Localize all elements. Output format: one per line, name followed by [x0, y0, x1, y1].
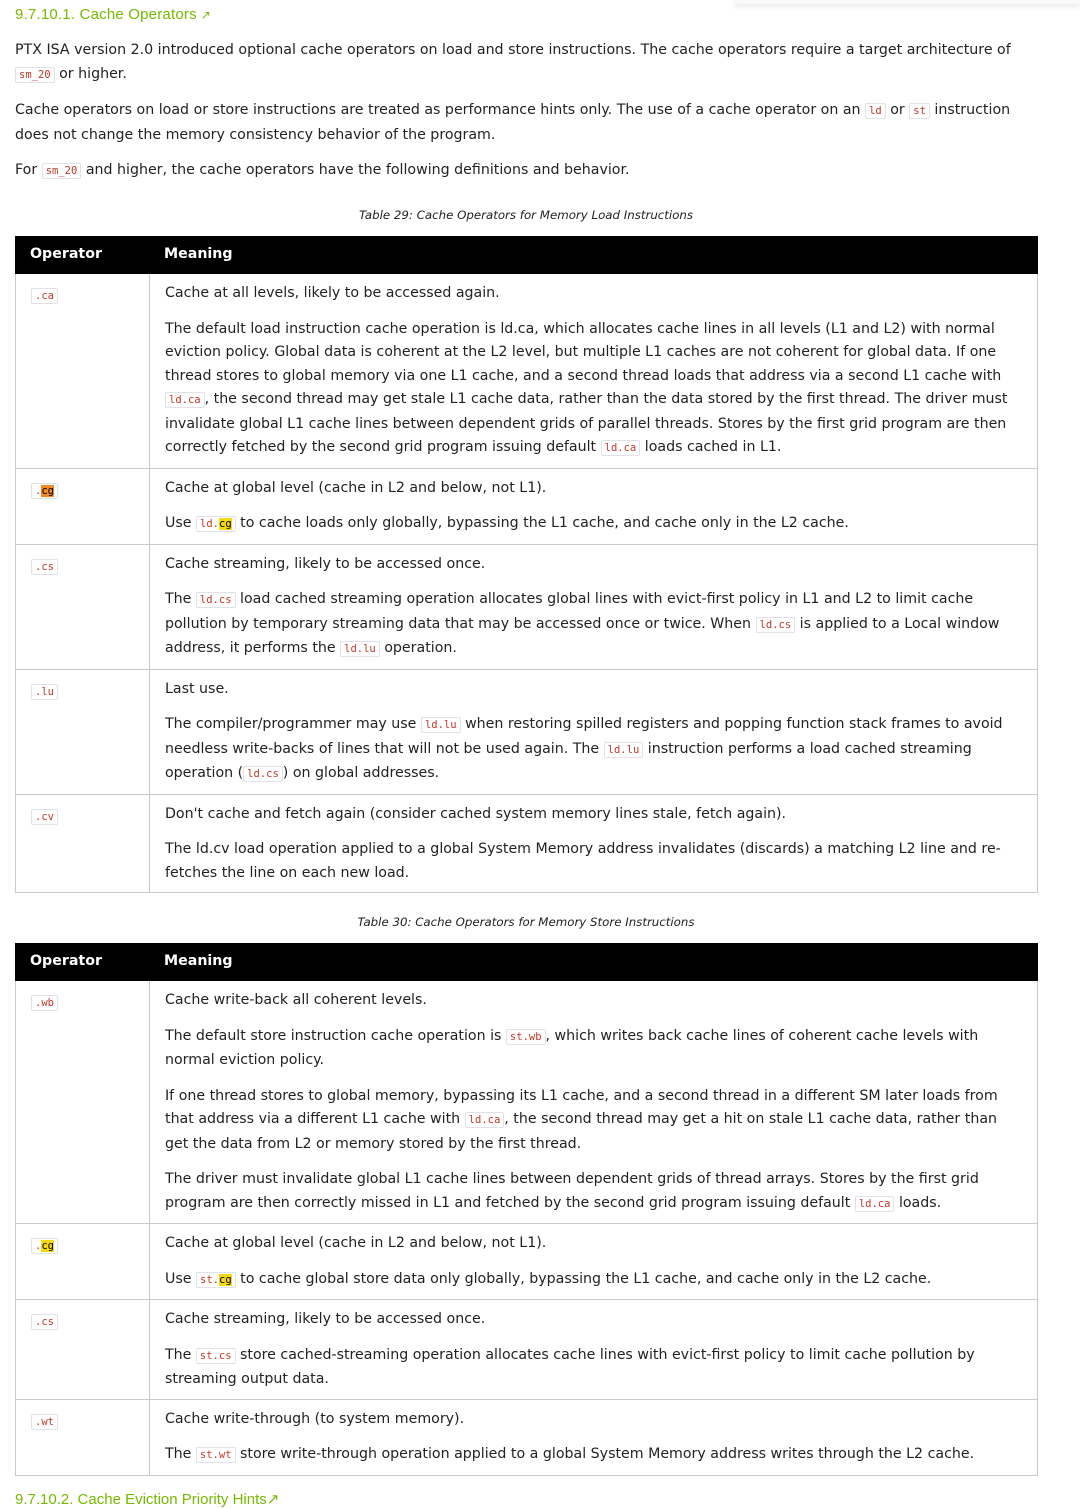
table1-caption: Table 29: Cache Operators for Memory Load Instructions	[358, 208, 694, 222]
meaning-summary: Cache streaming, likely to be accessed once.	[165, 555, 486, 572]
meaning-cell	[150, 1399, 1038, 1475]
meaning-detail	[165, 1025, 1023, 1073]
text: The compiler/programmer may use	[165, 716, 417, 732]
intro-paragraph-3	[15, 159, 1015, 184]
external-link-icon[interactable]: ↗	[200, 8, 212, 22]
inline-code: ld.cs	[243, 766, 283, 782]
text: loads.	[898, 1194, 942, 1211]
meaning-detail	[165, 512, 1023, 537]
meaning-summary: Cache write-back all coherent levels.	[165, 992, 427, 1008]
meaning-cell	[150, 669, 1038, 794]
intro-paragraph-1	[15, 39, 1015, 87]
section-heading[interactable]	[15, 6, 211, 23]
operator-cell	[16, 794, 150, 893]
inline-code	[196, 1272, 236, 1288]
table2-caption: Table 30: Cache Operators for Memory Store Instructions	[357, 915, 695, 929]
text: The driver must invalidate global L1 cache lines between dependent grids of thread arrays. Stores by the first grid program are then correctly missed in L1 and fetched by the second grid program issuing default	[165, 1171, 979, 1211]
text: is applied to a Local window address, it performs the	[165, 615, 1000, 656]
text: The	[165, 1346, 192, 1363]
operator-cell	[16, 1224, 150, 1300]
table-header-row	[16, 237, 1038, 274]
inline-code: st	[909, 103, 930, 119]
inline-code: ld.cs	[196, 592, 236, 608]
inline-code: ld.ca	[855, 1196, 895, 1212]
highlighted-code: cg	[219, 518, 232, 530]
operator-code: .cv	[31, 809, 58, 825]
intro-p1-text-a: PTX ISA version 2.0 introduced optional cache operators on load and store instructions. The cache operators require a target architecture of	[15, 42, 1011, 58]
inline-code: st.cs	[196, 1348, 236, 1364]
meaning-detail	[165, 1344, 1023, 1392]
operator-code: .ca	[31, 288, 58, 304]
text: The default store instruction cache operation is	[165, 1027, 502, 1044]
meaning-summary: Don't cache and fetch again (consider cached system memory lines stale, fetch again).	[165, 805, 787, 822]
meaning-detail	[165, 1168, 1023, 1216]
table-row	[16, 274, 1038, 469]
inline-code	[196, 516, 236, 532]
highlighted-code: cg	[41, 484, 54, 497]
table-row	[16, 794, 1038, 893]
operator-code: .cs	[31, 1314, 58, 1330]
text: store cached-streaming operation allocates cache lines with evict-first policy to limit cache pollution by streaming output data.	[165, 1346, 975, 1387]
operator-cell	[16, 274, 150, 469]
text: , the second thread may get a hit on stale L1 cache data, rather than get the data from L2 or memory stored by the first thread.	[165, 1111, 997, 1152]
meaning-detail	[165, 588, 1023, 662]
table-row	[16, 1300, 1038, 1400]
text: The	[165, 591, 192, 607]
intro-p1-text-b: or higher.	[59, 65, 127, 82]
inline-code: ld.ca	[601, 440, 641, 456]
highlighted-code: cg	[219, 1273, 232, 1286]
operator-cell	[16, 468, 150, 544]
meaning-summary: Cache at global level (cache in L2 and below, not L1).	[165, 1235, 547, 1251]
inline-code: sm_20	[42, 163, 82, 179]
highlighted-code: cg	[41, 1240, 54, 1252]
meaning-detail	[165, 1443, 1023, 1468]
text: store write-through operation applied to a global System Memory address writes through the L2 cache.	[240, 1446, 975, 1462]
text: If one thread stores to global memory, bypassing its L1 cache, and a second thread in a different SM later loads from that address via a different L1 cache with	[165, 1087, 998, 1127]
intro-paragraph-2	[15, 99, 1015, 147]
meaning-summary: Last use.	[165, 680, 229, 697]
intro-p3-text-b: and higher, the cache operators have the following definitions and behavior.	[85, 162, 630, 178]
operator-cell	[16, 544, 150, 669]
text: The	[165, 1446, 192, 1462]
top-shadow	[735, 0, 1080, 4]
operator-cell	[16, 1300, 150, 1400]
code-dot: .	[35, 484, 42, 497]
table-header-row	[16, 944, 1038, 981]
inline-code: ld.lu	[421, 717, 461, 733]
section-heading-text[interactable]: 9.7.10.1. Cache Operators	[15, 6, 197, 23]
operator-cell	[16, 669, 150, 794]
intro-p2-text-a: Cache operators on load or store instructions are treated as performance hints only. The use of a cache operator on an	[15, 102, 861, 118]
store-cache-operators-table	[15, 943, 1038, 1476]
operator-code: .wt	[31, 1414, 58, 1430]
operator-code: .lu	[31, 684, 58, 700]
meaning-cell	[150, 468, 1038, 544]
meaning-cell	[150, 981, 1038, 1224]
inline-code: ld.lu	[340, 641, 380, 657]
operator-code: .wb	[31, 995, 58, 1011]
meaning-cell	[150, 1224, 1038, 1300]
text: , the second thread may get stale L1 cache data, rather than the data stored by the first thread. The driver must invalidate global L1 cache lines between dependent grids of parallel threads. Stores by the first grid program are then correctly fetched by the second grid program issuing default	[165, 391, 1008, 455]
text: to cache loads only globally, bypassing the L1 cache, and cache only in the L2 cache.	[240, 515, 849, 531]
meaning-detail	[165, 1268, 1023, 1293]
meaning-detail	[165, 713, 1023, 787]
inline-code: st.wb	[506, 1029, 546, 1045]
inline-code: st.wt	[196, 1447, 236, 1463]
code-dot: .	[35, 1240, 42, 1252]
text: operation.	[384, 640, 457, 656]
text: The default load instruction cache operation is ld.ca, which allocates cache lines in all levels (L1 and L2) with normal eviction policy. Global data is coherent at the L2 level, but multiple L1 caches are not coherent for global data. If one thread stores to global memory via one L1 cache, and a second thread loads that address via a second L1 cache with	[165, 320, 1002, 384]
operator-code	[31, 1238, 58, 1254]
meaning-cell	[150, 794, 1038, 893]
text: Use	[165, 1270, 192, 1287]
column-header-operator: Operator	[16, 237, 150, 274]
inline-code: sm_20	[15, 67, 55, 83]
table-row	[16, 1224, 1038, 1300]
operator-cell	[16, 981, 150, 1224]
column-header-operator: Operator	[16, 944, 150, 981]
table-row	[16, 669, 1038, 794]
column-header-meaning: Meaning	[150, 237, 1038, 274]
meaning-cell	[150, 1300, 1038, 1400]
meaning-cell	[150, 544, 1038, 669]
operator-code	[31, 483, 58, 499]
table-row	[16, 981, 1038, 1224]
text: instruction performs a load cached streaming operation (	[165, 740, 972, 781]
load-cache-operators-table	[15, 236, 1038, 893]
inline-code: ld.ca	[465, 1112, 505, 1128]
text: to cache global store data only globally, bypassing the L1 cache, and cache only in the L2 cache.	[240, 1270, 932, 1287]
inline-code: ld.ca	[165, 392, 205, 408]
inline-code: ld.cs	[756, 617, 796, 633]
meaning-summary: Cache at global level (cache in L2 and below, not L1).	[165, 479, 547, 496]
intro-p3-text-a: For	[15, 162, 38, 178]
meaning-summary: Cache streaming, likely to be accessed once.	[165, 1311, 486, 1327]
meaning-detail	[165, 318, 1023, 461]
meaning-summary: Cache at all levels, likely to be accessed again.	[165, 285, 500, 301]
code-prefix: st.	[200, 1273, 219, 1286]
intro-p2-or: or	[890, 102, 905, 118]
table-row	[16, 1399, 1038, 1475]
text: ) on global addresses.	[282, 765, 440, 781]
table-row	[16, 544, 1038, 669]
next-section-heading-text[interactable]: 9.7.10.2. Cache Eviction Priority Hints	[15, 1491, 267, 1508]
inline-code: ld	[865, 103, 886, 119]
intro-p2-text-b: instruction does not change the memory consistency behavior of the program.	[15, 102, 1011, 143]
operator-cell	[16, 1399, 150, 1475]
external-link-icon[interactable]: ↗	[266, 1491, 280, 1508]
meaning-detail: The ld.cv load operation applied to a global System Memory address invalidates (discards) a matching L2 line and re-fetches the line on each new load.	[165, 841, 1001, 881]
text: Use	[165, 515, 192, 531]
meaning-detail	[165, 1085, 1023, 1157]
text: loads cached in L1.	[644, 439, 782, 455]
text: load cached streaming operation allocates global lines with evict-first policy in L1 and L2 to limit cache pollution by temporary streaming data that may be accessed once or twice. When	[165, 591, 974, 632]
meaning-cell	[150, 274, 1038, 469]
meaning-summary: Cache write-through (to system memory).	[165, 1410, 465, 1427]
operator-code: .cs	[31, 559, 58, 575]
inline-code: ld.lu	[604, 742, 644, 758]
code-prefix: ld.	[200, 518, 219, 530]
text: , which writes back cache lines of coherent cache levels with normal eviction policy.	[165, 1027, 979, 1068]
table-row	[16, 468, 1038, 544]
next-section-heading[interactable]	[15, 1490, 279, 1508]
column-header-meaning: Meaning	[150, 944, 1038, 981]
text: when restoring spilled registers and popping function stack frames to avoid needless write-backs of lines that will not be used again. The	[165, 716, 1003, 757]
